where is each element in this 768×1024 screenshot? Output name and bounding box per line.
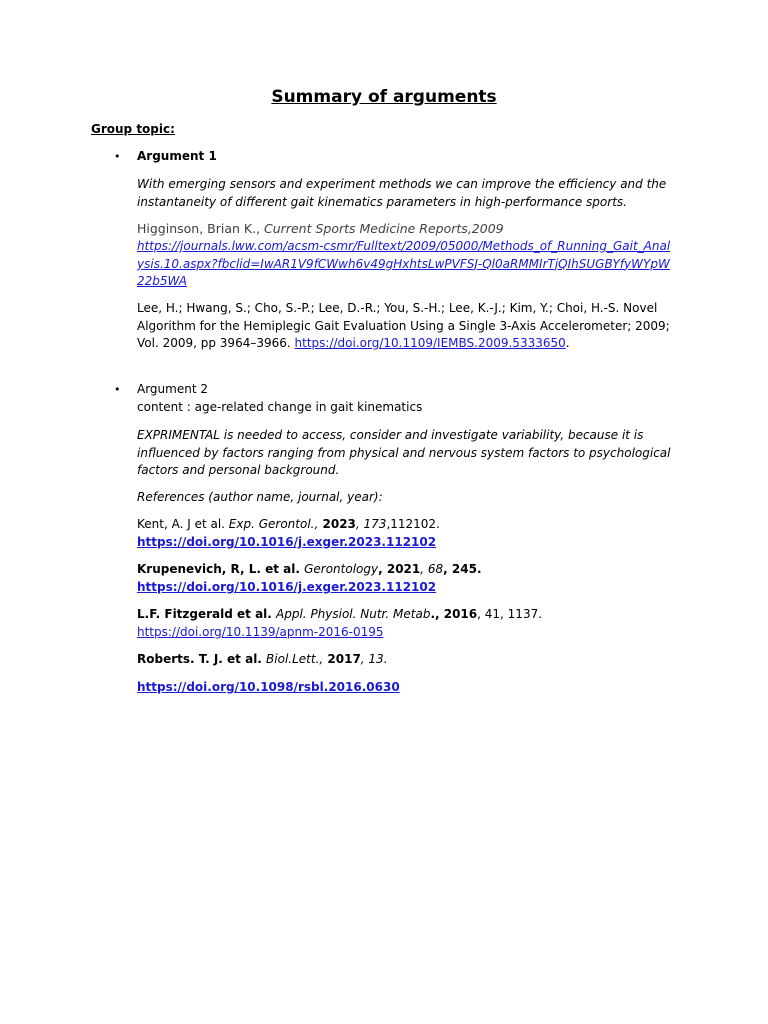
argument-1-ref-2 — [137, 300, 682, 353]
reference-link-row — [137, 624, 682, 642]
ref-year: ,2009 — [467, 221, 504, 236]
ref-authors: Higginson, Brian K., — [137, 221, 265, 236]
page-title: Summary of arguments — [271, 87, 497, 107]
reference-item — [137, 606, 682, 624]
ref-journal: Exp. Gerontol., — [228, 517, 319, 531]
argument-2-content: content : age-related change in gait kinematics — [137, 400, 423, 414]
ref-volume: , 13. — [360, 652, 388, 666]
ref-volume: , 173 — [355, 517, 387, 531]
ref-year: , 2021 — [378, 562, 421, 576]
reference-item — [137, 561, 682, 579]
ref-year: 2017 — [323, 652, 361, 666]
ref-journal: Appl. Physiol. Nutr. Metab — [276, 607, 431, 621]
ref-authors: Krupenevich, R, L. et al. — [137, 562, 305, 576]
argument-1-ref-1-link-wrap — [137, 238, 677, 291]
ref-authors: Roberts. T. J. et al. — [137, 652, 267, 666]
ref-volume: , 68 — [420, 562, 444, 576]
argument-1-ref-1 — [137, 220, 682, 238]
ref-year: ., 2016 — [430, 607, 478, 621]
final-link-row — [137, 679, 682, 697]
reference-item — [137, 516, 682, 534]
ref-citation: Lee, H.; Hwang, S.; Cho, S.-P.; Lee, D.-R.; You, S.-H.; Lee, K.-J.; Kim, Y.; Choi, H.-S. Novel Algorithm for the Hemiplegic Gait Evaluation Using a Single 3-Axis Accelerometer; 2009; Vol. 2009, pp 3964–3966. — [137, 301, 670, 350]
ref-pages: ,112102. — [386, 517, 440, 531]
ref-doi-link[interactable]: https://doi.org/10.1016/j.exger.2023.112102 — [137, 535, 437, 549]
group-topic-label: Group topic: — [91, 122, 175, 136]
ref-journal: Current Sports Medicine Reports — [264, 221, 468, 236]
argument-2-heading: Argument 2 — [137, 382, 208, 396]
argument-1-heading: Argument 1 — [137, 149, 217, 163]
bullet-icon: • — [114, 150, 121, 163]
ref-journal: Gerontology — [304, 562, 379, 576]
references-label: References (author name, journal, year): — [137, 490, 383, 504]
ref-year: 2023 — [318, 517, 356, 531]
ref-volume: , 41 — [477, 607, 501, 621]
ref-journal: Biol.Lett., — [266, 652, 324, 666]
reference-item — [137, 651, 682, 669]
reference-link-row — [137, 579, 682, 597]
ref-authors: Kent, A. J et al. — [137, 517, 229, 531]
argument-2-summary: EXPRIMENTAL is needed to access, consider and investigate variability, because it is influenced by factors ranging from physical and nervous system factors to psychological factors and personal background. — [137, 428, 671, 477]
ref-pages: , 245. — [443, 562, 482, 576]
ref-pages: , 1137. — [500, 607, 543, 621]
final-doi-link[interactable]: https://doi.org/10.1098/rsbl.2016.0630 — [137, 680, 400, 694]
ref-doi-link[interactable]: https://doi.org/10.1139/apnm-2016-0195 — [137, 625, 384, 639]
ref-doi-link[interactable]: https://doi.org/10.1016/j.exger.2023.112102 — [137, 580, 437, 594]
bullet-icon: • — [114, 383, 121, 396]
ref-url-link[interactable]: https://journals.lww.com/acsm-csmr/Fulltext/2009/05000/Methods_of_Running_Gait_Analysis.10.aspx?fbclid=IwAR1V9fCWwh6v49gHxhtsLwPVFSJ-Ql0aRMMIrTjQIhSUGBYfyWYpW22b5WA — [137, 239, 671, 288]
argument-1-summary: With emerging sensors and experiment methods we can improve the efficiency and the instantaneity of different gait kinematics parameters in high-performance sports. — [137, 177, 667, 209]
ref-doi-link[interactable]: https://doi.org/10.1109/IEMBS.2009.5333650 — [294, 336, 566, 350]
ref-authors: L.F. Fitzgerald et al. — [137, 607, 277, 621]
ref-end: . — [565, 336, 570, 350]
reference-link-row — [137, 534, 682, 552]
